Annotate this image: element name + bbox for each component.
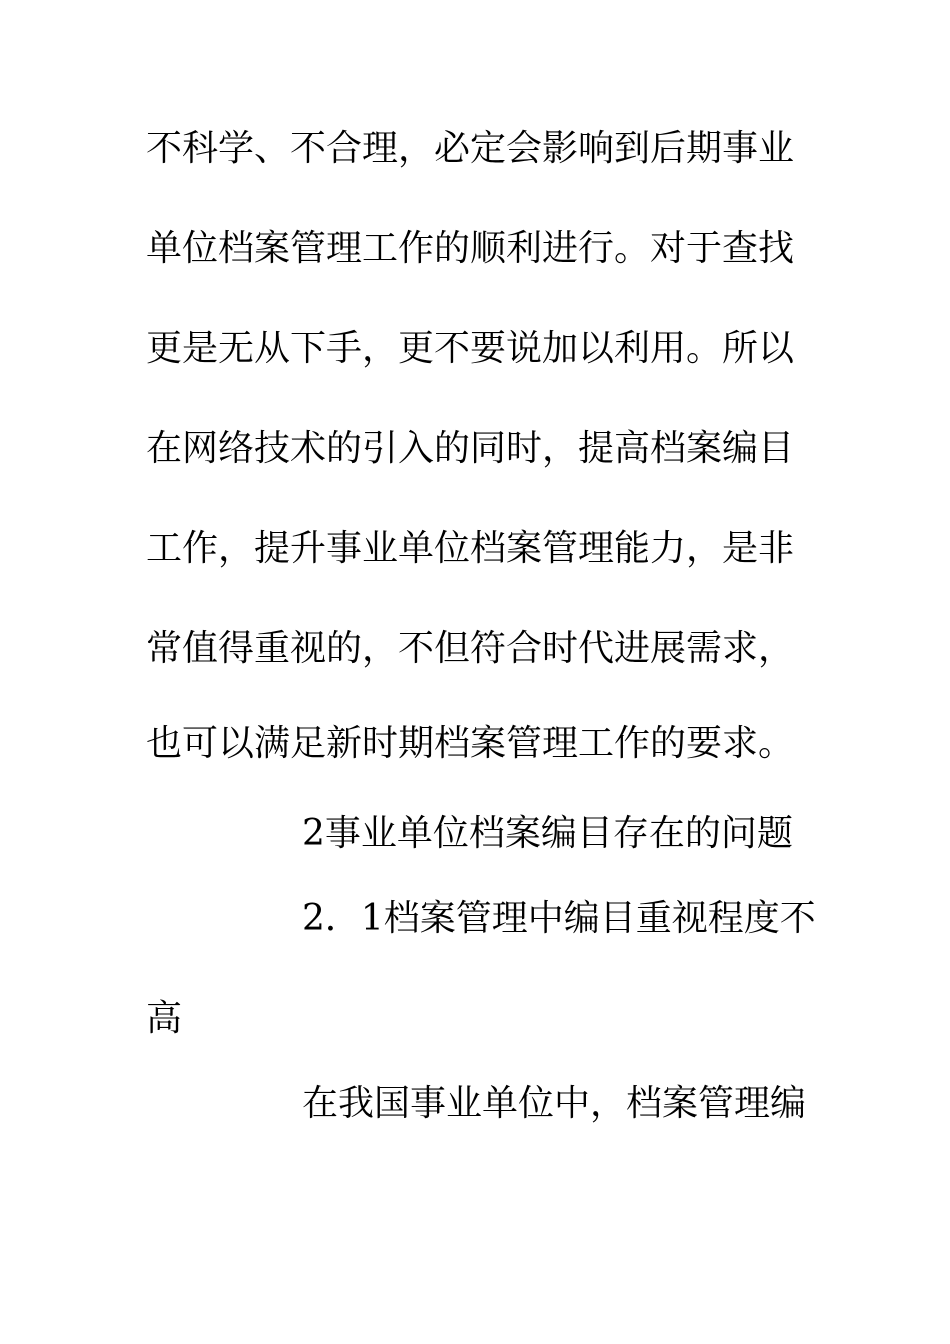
- body-text-line-6: 常值得重视的，不但符合时代进展需求，: [146, 628, 795, 669]
- section-heading: 2事业单位档案编目存在的问题: [302, 813, 793, 854]
- body-text-line-7: 也可以满足新时期档案管理工作的要求。: [146, 723, 795, 764]
- subsection-heading-line-2: 高: [146, 998, 183, 1039]
- body-text-line-2: 单位档案管理工作的顺利进行。对于查找: [146, 228, 795, 269]
- paragraph-start-line: 在我国事业单位中，档案管理编: [302, 1083, 807, 1124]
- subsection-heading-line-1: 2．1档案管理中编目重视程度不: [302, 898, 816, 939]
- body-text-line-4: 在网络技术的引入的同时，提高档案编目: [146, 428, 795, 469]
- body-text-line-1: 不科学、不合理，必定会影响到后期事业: [146, 128, 795, 169]
- body-text-line-3: 更是无从下手，更不要说加以利用。所以: [146, 328, 795, 369]
- body-text-line-5: 工作，提升事业单位档案管理能力，是非: [146, 528, 795, 569]
